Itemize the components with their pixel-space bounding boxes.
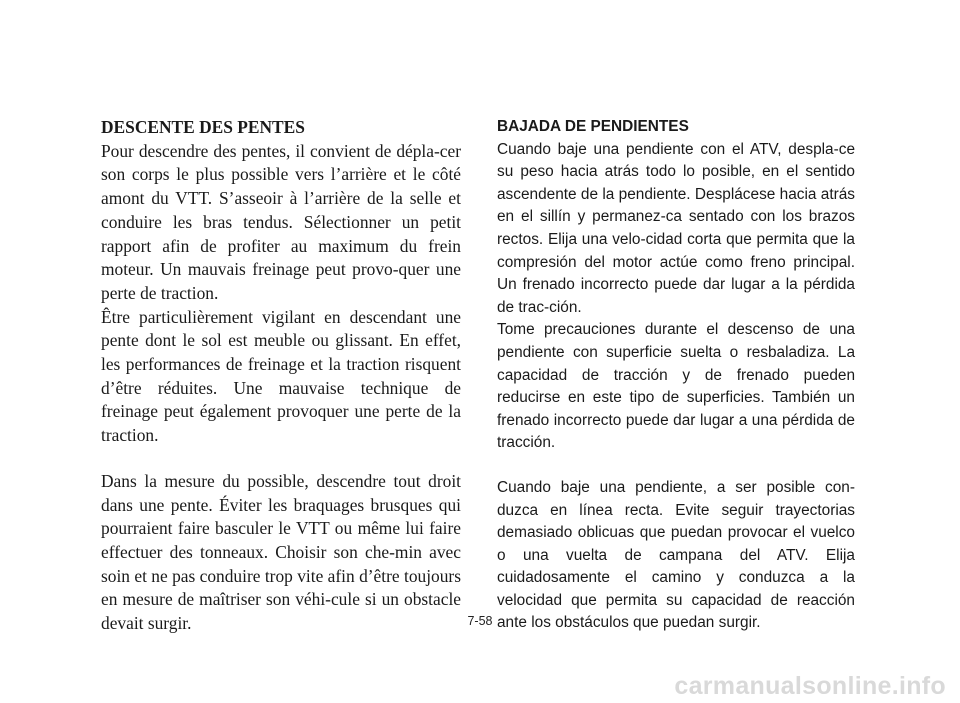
french-heading: DESCENTE DES PENTES (101, 117, 305, 137)
french-column (101, 116, 461, 636)
page-number: 7-58 (467, 614, 493, 628)
spanish-column (497, 116, 855, 635)
french-paragraph-3: Dans la mesure du possible, descendre tout droit dans une pente. Éviter les braquages brusques qui pourraient faire basculer le VTT ou même lui faire effectuer des tonneaux. Choisir son che-min avec soin et ne pas conduire trop vite afin d’être toujours en mesure de maîtriser son véhi-cule si un obstacle devait surgir. (101, 470, 461, 634)
watermark-logo: carmanualsonline.info (674, 672, 946, 700)
french-paragraph-1: Pour descendre des pentes, il convient de dépla-cer son corps le plus possible vers l’arrière et le côté amont du VTT. S’asseoir à l’arrière de la selle et conduire les bras tendus. Sélectionner un petit rapport afin de profiter au maximum du frein moteur. Un mauvais freinage peut provo-quer une perte de traction. (101, 140, 461, 303)
spanish-heading: BAJADA DE PENDIENTES (497, 118, 689, 135)
spanish-paragraph-3: Cuando baje una pendiente, a ser posible con-duzca en línea recta. Evite seguir trayectorias demasiado oblicuas que puedan provocar el vuelco o una vuelta de campana del ATV. Elija cuidadosamente el camino y conduzca a la velocidad que permita su capacidad de reacción ante los obstáculos que puedan surgir. (497, 478, 855, 632)
spanish-paragraph-2: Tome precauciones durante el descenso de una pendiente con superficie suelta o resbaladiza. La capacidad de tracción y de frenado pueden reducirse en este tipo de superficies. También un frenado incorrecto puede dar lugar a una pérdida de tracción. (497, 321, 855, 452)
french-paragraph-2: Être particulièrement vigilant en descendant une pente dont le sol est meuble ou glissant. En effet, les performances de freinage et la traction risquent d’être réduites. Une mauvaise technique de freinage peut également provoquer une perte de la traction. (101, 306, 461, 446)
spanish-paragraph-1: Cuando baje una pendiente con el ATV, despla-ce su peso hacia atrás todo lo posible, en el sentido ascendente de la pendiente. Desplácese hacia atrás en el sillín y permanez-ca sentado con los brazos rectos. Elija una velo-cidad corta que permita que la compresión del motor actúe como freno principal. Un frenado incorrecto puede dar lugar a la pérdida de trac-ción. (497, 140, 855, 316)
